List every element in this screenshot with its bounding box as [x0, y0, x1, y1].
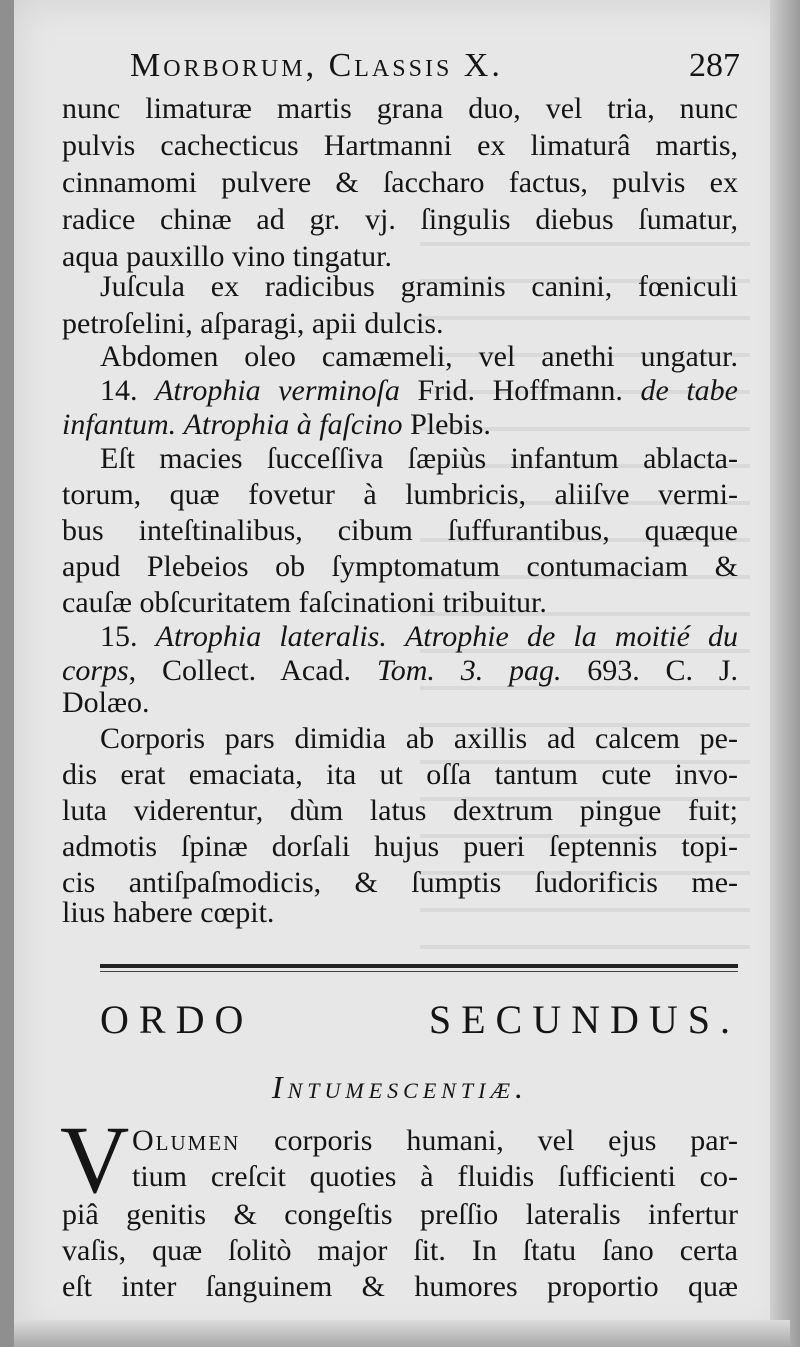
text-line: nunc limaturæ martis grana duo, vel tria, nunc: [62, 92, 738, 125]
text-line: cauſæ obſcuritatem faſcinationi tribuitur.: [62, 586, 547, 619]
text-line: Corporis pars dimidia ab axillis ad calcem pe-: [100, 722, 738, 755]
page-number: 287: [689, 47, 740, 84]
drop-capital: V: [60, 1106, 130, 1213]
text-line: bus inteſtinalibus, cibum ſuffurantibus, quæque: [62, 514, 738, 547]
text-line: luta viderentur, dùm latus dextrum pingue fuit;: [62, 794, 738, 827]
entry-14-heading: 14. Atrophia verminoſa Frid. Hoffmann. de tabe: [100, 374, 738, 407]
text-line: Dolæo.: [62, 686, 150, 719]
text-line: pulvis cachecticus Hartmanni ex limaturâ martis,: [62, 129, 738, 162]
text-line: Juſcula ex radicibus graminis canini, fœniculi: [100, 270, 738, 303]
text-line: cinnamomi pulvere & ſaccharo factus, pulvis ex: [62, 166, 738, 199]
text-line: eſt inter ſanguinem & humores proportio quæ: [62, 1270, 738, 1303]
section-heading: ORDO SECUNDUS.: [100, 997, 740, 1042]
text-line: petroſelini, aſparagi, apii dulcis.: [62, 307, 444, 340]
text-line: dis erat emaciata, ita ut oſſa tantum cute invo-: [62, 758, 738, 791]
text-line: Eſt macies ſucceſſiva ſæpiùs infantum ablacta-: [100, 442, 738, 475]
page-bottom-edge: [14, 1320, 790, 1347]
text-line: Olumen corporis humani, vel ejus par-: [132, 1124, 738, 1157]
text-line: aqua pauxillo vino tingatur.: [62, 240, 392, 273]
text-line: cis antiſpaſmodicis, & ſumptis ſudorificis me-: [62, 866, 738, 899]
entry-15-heading: 15. Atrophia lateralis. Atrophie de la moitié du: [100, 620, 738, 653]
section-title: Intumescentiæ.: [271, 1069, 529, 1105]
text-line: radice chinæ ad gr. vj. ſingulis diebus ſumatur,: [62, 203, 738, 236]
text-line: apud Plebeios ob ſymptomatum contumaciam &: [62, 550, 738, 583]
text-line: piâ genitis & congeſtis preſſio lateralis infertur: [62, 1198, 738, 1231]
section-rule-thin: [100, 971, 738, 972]
text-line: vaſis, quæ ſolitò major ſit. In ſtatu ſano certa: [62, 1234, 738, 1267]
running-header: [130, 46, 740, 86]
text-line: tium creſcit quoties à fluidis ſufficienti co-: [132, 1160, 738, 1193]
section-rule: [100, 964, 738, 968]
text-line: lius habere cœpit.: [62, 896, 275, 929]
text-line: Abdomen oleo camæmeli, vel anethi ungatur.: [100, 340, 738, 373]
running-title: Morborum, Classis X.: [130, 47, 503, 84]
entry-14-heading-cont: infantum. Atrophia à faſcino Plebis.: [62, 408, 491, 441]
page-edge: [770, 0, 800, 1347]
text-line: torum, quæ fovetur à lumbricis, aliiſve vermi-: [62, 478, 738, 511]
text-line: admotis ſpinæ dorſali hujus pueri ſeptennis topi-: [62, 830, 738, 863]
entry-15-heading-cont: corps, Collect. Acad. Tom. 3. pag. 693. C. J.: [62, 654, 738, 687]
